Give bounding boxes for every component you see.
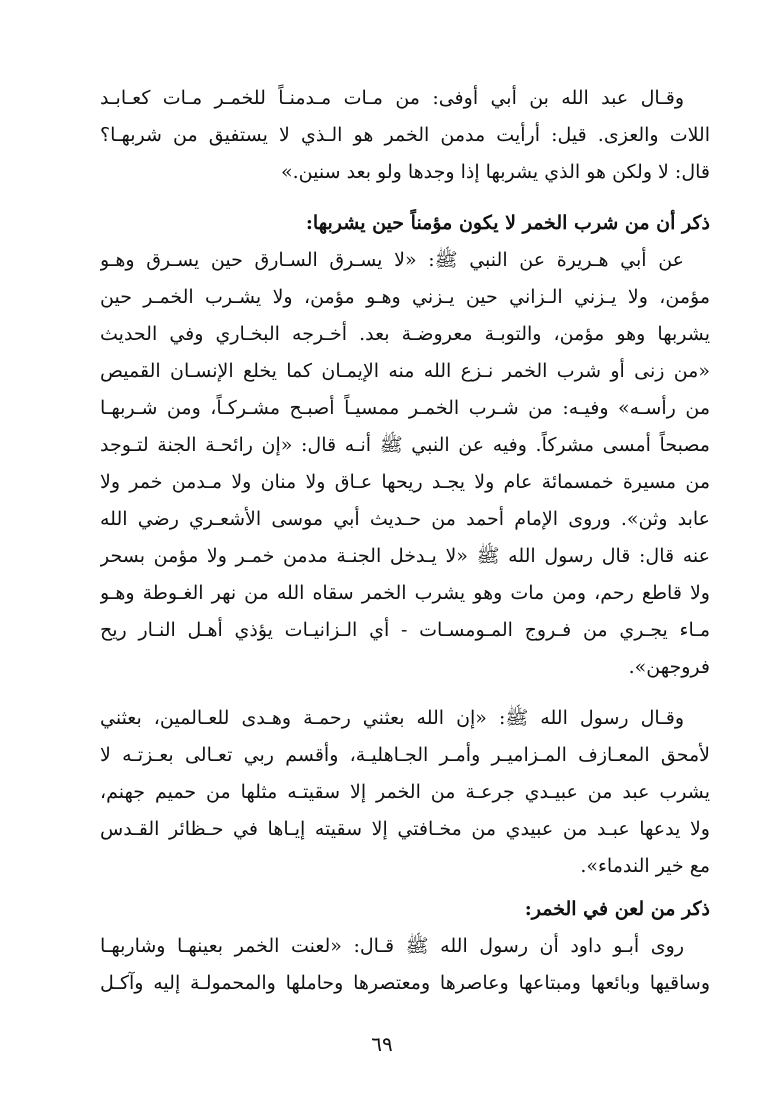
text-line: ولا يدعها عبـد من عبيدي من مخـافتي إلا سقيته إيـاها في حـظائر القـدس	[100, 818, 710, 840]
text-line: وقـال رسول الله ﷺ: «إن الله بعثني رحمـة وهـدى للعـالمين، بعثني	[100, 707, 684, 729]
text-line: من مسيرة خمسمائة عام ولا يجـد ريحها عـاق ولا منان ولا مـدمن خمر ولا	[100, 471, 710, 493]
paragraph-abu-dawud	[100, 928, 710, 1002]
text-line: اللات والعزى. قيل: أرأيت مدمن الخمر هو الـذي لا يستفيق من شربهـا؟	[100, 124, 710, 146]
text-line: عنه قال: قال رسول الله ﷺ «لا يـدخل الجنـة مدمن خمـر ولا مؤمن بسحر	[100, 545, 710, 567]
text-line: وساقيها وبائعها ومبتاعها وعاصرها ومعتصرها وحاملها والمحمولـة إليه وآكـل	[100, 972, 710, 994]
text-line: مصبحاً أمسى مشركاً. وفيه عن النبي ﷺ أنـه قال: «إن رائحـة الجنة لتـوجد	[100, 434, 710, 456]
paragraph-gap	[100, 686, 710, 700]
text-line: مؤمن، ولا يـزني الـزاني حين يـزني وهـو مؤمن، ولا يشـرب الخمـر حين	[100, 286, 710, 308]
text-line: عابد وثن». وروى الإمام أحمد من حـديث أبي موسى الأشعـري رضي الله	[100, 508, 710, 530]
text-line: من رأسـه» وفيـه: من شـرب الخمـر ممسيـاً أصبـح مشـركـاً، ومن شـربهـا	[100, 397, 710, 419]
text-line: عن أبي هـريرة عن النبي ﷺ: «لا يسـرق السـارق حين يسـرق وهـو	[100, 249, 684, 271]
section-heading-not-believer: ذكر أن من شرب الخمر لا يكون مؤمناً حين يشربها:	[305, 212, 710, 234]
text-line: يشربها وهو مؤمن، والتوبـة معروضـة بعد. أخـرجه البخـاري وفي الحديث	[100, 323, 710, 345]
text-line: مع خير الندماء».	[580, 855, 710, 877]
text-line: روى أبـو داود أن رسول الله ﷺ قـال: «لعنت الخمر بعينهـا وشاربهـا	[100, 935, 684, 957]
paragraph-mercy-hadith	[100, 700, 710, 885]
text-line: قال: لا ولكن هو الذي يشربها إذا وجدها ولو بعد سنين.»	[281, 161, 710, 183]
text-line: وقـال عبد الله بن أبي أوفى: من مـات مـدمنـاً للخمـر مـات كعـابـد	[100, 87, 684, 109]
section-heading-curse: ذكر من لعن في الخمر:	[524, 898, 710, 920]
text-line: فروجهن».	[628, 656, 710, 678]
paragraph-abu-hurayrah	[100, 242, 710, 686]
text-line: ولا قاطع رحم، ومن مات وهو يشرب الخمر سقاه الله من نهر الغـوطة وهـو	[100, 582, 710, 604]
paragraph-abdullah-ibn-abi-awfa	[100, 80, 710, 191]
text-line: مـاء يجـري من فـروج المـومسـات - أي الـزانيـات يؤذي أهـل النـار ريح	[100, 619, 710, 641]
text-line: «من زنى أو شرب الخمر نـزع الله منه الإيمـان كما يخلع الإنسـان القميص	[100, 360, 710, 382]
main-text	[100, 80, 710, 1002]
page-number: ٦٩	[371, 1032, 393, 1056]
paragraph-gap	[100, 191, 710, 205]
text-line: يشرب عبد من عبيـدي جرعـة من الخمر إلا سقيتـه مثلها من حميم جهنم،	[100, 781, 710, 803]
text-line: لأمحق المعـازف المـزاميـر وأمـر الجـاهليـة، وأقسم ربي تعـالى بعـزتـه لا	[100, 744, 710, 766]
